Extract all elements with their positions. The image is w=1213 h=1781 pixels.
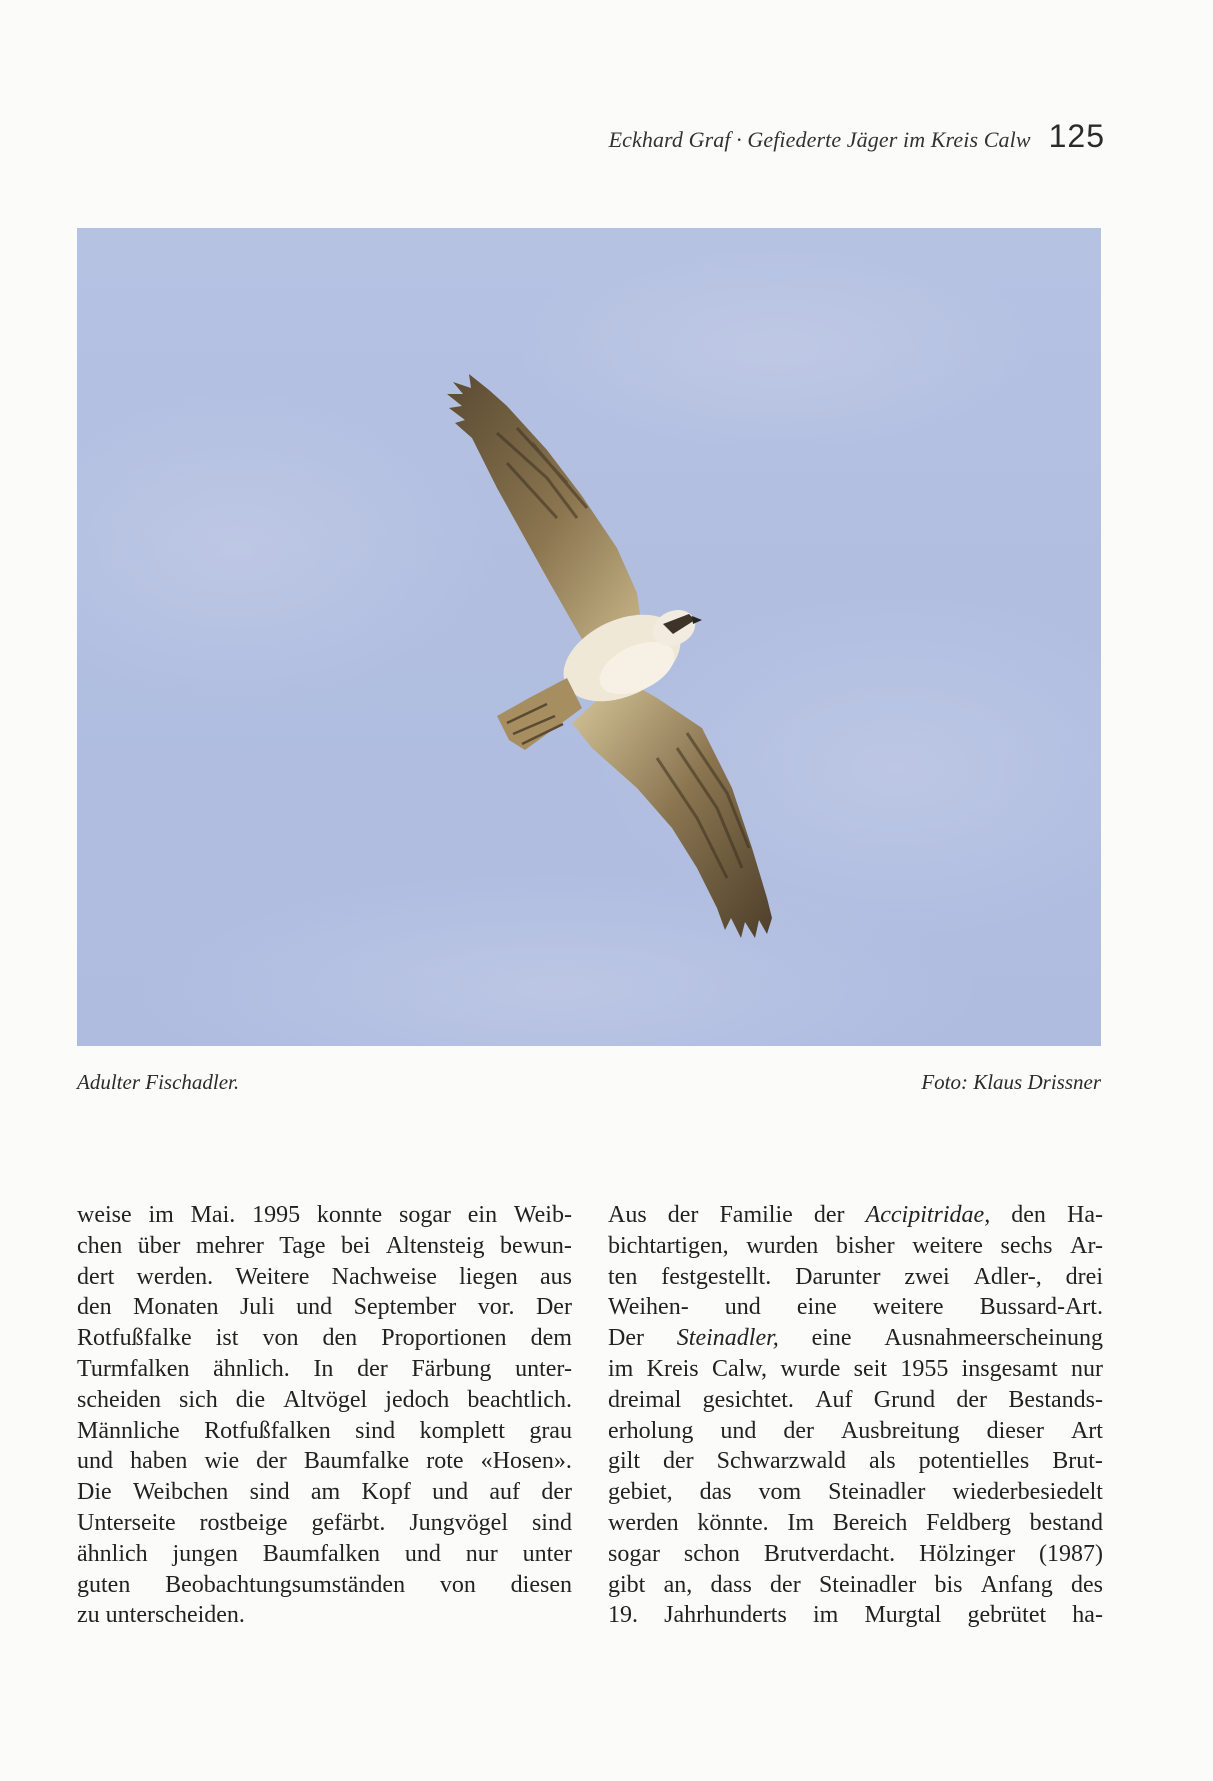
text-line: Weihen- und eine weitere Bussard-Art. xyxy=(608,1294,1103,1321)
text-line: Männliche Rotfußfalken sind komplett grau xyxy=(77,1417,572,1444)
photo-osprey xyxy=(77,228,1101,1046)
text-line: gebiet, das vom Steinadler wiederbesiedelt xyxy=(608,1479,1103,1506)
text-line: im Kreis Calw, wurde seit 1955 insgesamt nur xyxy=(608,1355,1103,1382)
figure-caption xyxy=(77,1070,1101,1100)
running-title: Eckhard Graf · Gefiederte Jäger im Kreis Calw xyxy=(608,127,1031,152)
text-line: werden könnte. Im Bereich Feldberg bestand xyxy=(608,1509,1103,1536)
text-line: dreimal gesichtet. Auf Grund der Bestands- xyxy=(608,1386,1103,1413)
text-line: Der Steinadler, eine Ausnahmeerscheinung xyxy=(608,1325,1103,1352)
osprey-photo-image xyxy=(77,228,1101,1046)
text-line: 19. Jahrhunderts im Murgtal gebrütet ha- xyxy=(608,1602,1103,1629)
caption-text: Adulter Fischadler. xyxy=(77,1070,240,1094)
text-line: weise im Mai. 1995 konnte sogar ein Weib- xyxy=(77,1202,572,1228)
text-line: erholung und der Ausbreitung dieser Art xyxy=(608,1417,1103,1444)
text-line: Aus der Familie der Accipitridae, den Ha- xyxy=(608,1202,1103,1228)
running-header xyxy=(560,118,1105,158)
text-line: gilt der Schwarzwald als potentielles Brut- xyxy=(608,1448,1103,1475)
text-line: Turmfalken ähnlich. In der Färbung unter- xyxy=(77,1355,572,1382)
text-column-left xyxy=(77,1200,572,1631)
photo-credit: Foto: Klaus Drissner xyxy=(921,1070,1101,1094)
page-number: 125 xyxy=(1048,118,1105,154)
text-line: und haben wie der Baumfalke rote «Hosen». xyxy=(77,1448,572,1475)
text-line: guten Beobachtungsumständen von diesen xyxy=(77,1571,572,1598)
text-line: sogar schon Brutverdacht. Hölzinger (1987) xyxy=(608,1540,1103,1567)
text-line: Rotfußfalke ist von den Proportionen dem xyxy=(77,1325,572,1352)
text-line: scheiden sich die Altvögel jedoch beachtlich. xyxy=(77,1386,572,1413)
text-line: zu unterscheiden. xyxy=(77,1602,245,1629)
text-line: ähnlich jungen Baumfalken und nur unter xyxy=(77,1540,572,1567)
text-line: Unterseite rostbeige gefärbt. Jungvögel sind xyxy=(77,1509,572,1536)
text-line: bichtartigen, wurden bisher weitere sechs Ar- xyxy=(608,1232,1103,1259)
text-line: gibt an, dass der Steinadler bis Anfang des xyxy=(608,1571,1103,1598)
text-line: dert werden. Weitere Nachweise liegen aus xyxy=(77,1263,572,1290)
text-line: den Monaten Juli und September vor. Der xyxy=(77,1294,572,1321)
text-line: chen über mehrer Tage bei Altensteig bewun- xyxy=(77,1232,572,1259)
text-column-right xyxy=(608,1200,1103,1631)
text-line: ten festgestellt. Darunter zwei Adler-, drei xyxy=(608,1263,1103,1290)
text-line: Die Weibchen sind am Kopf und auf der xyxy=(77,1479,572,1506)
